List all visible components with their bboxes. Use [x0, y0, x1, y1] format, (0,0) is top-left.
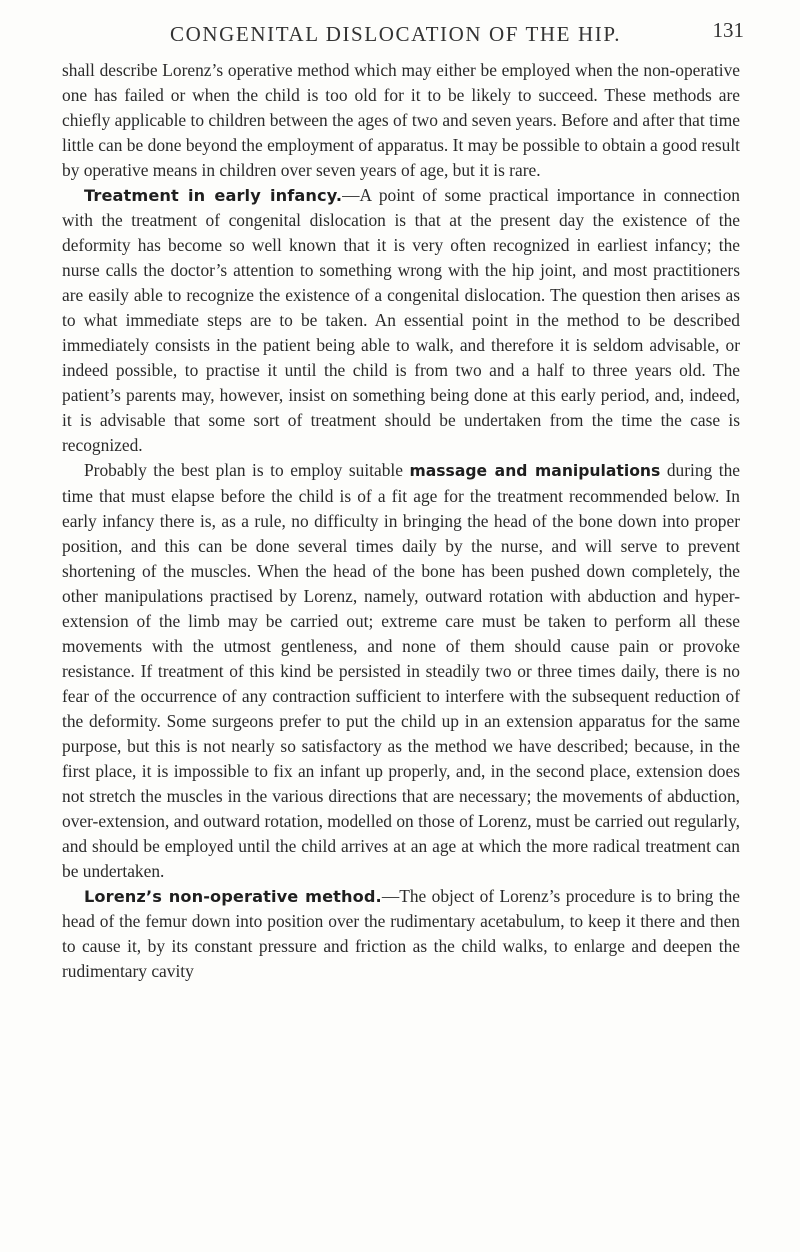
- paragraph-intro-continued: shall describe Lorenz’s operative method which may either be employed when the non-operative one has failed or when the child is too old for it to be likely to succeed. These methods are chiefly applicable to children between the ages of two and seven years. Before and after that time little can be done beyond the employment of apparatus. It may be possible to obtain a good result by operative means in children over seven years of age, but it is rare.: [62, 60, 740, 180]
- side-heading-early-infancy: Treatment in early infancy.: [84, 186, 343, 205]
- paragraph-early-infancy: [62, 183, 740, 458]
- running-head: [62, 12, 744, 58]
- paragraph-massage-before: Probably the best plan is to employ suitable: [84, 460, 410, 480]
- inline-bold-massage: massage and manipulations: [409, 462, 661, 480]
- paragraph-lorenz-method: [62, 884, 740, 984]
- page-number: 131: [712, 18, 744, 42]
- running-title: CONGENITAL DISLOCATION OF THE HIP.: [170, 22, 622, 46]
- paragraph-massage-after: during the time that must elapse before the child is of a fit age for the treatment recommended below. In early infancy there is, as a rule, no difficulty in bringing the head of the bone down into proper position, and this can be done several times daily by the nurse, and will serve to prevent shortening of the muscles. When the head of the bone has been pushed down completely, the other manipulations practised by Lorenz, namely, outward rotation with abduction and hyper-extension of the limb may be carried out; extreme care must be taken to perform all these movements with the utmost gentleness, and none of them should cause pain or provoke resistance. If treatment of this kind be persisted in steadily two or three times daily, there is no fear of the occurrence of any contraction sufficient to interfere with the subsequent reduction of the deformity. Some surgeons prefer to put the child up in an extension apparatus for the same purpose, but this is not nearly so satisfactory as the method we have described; because, in the first place, it is impossible to fix an infant up properly, and, in the second place, extension does not stretch the muscles in the various directions that are necessary; the movements of abduction, over-extension, and outward rotation, modelled on those of Lorenz, must be carried out regularly, and should be employed until the child arrives at an age at which the more radical treatment can be undertaken.: [62, 460, 740, 881]
- book-page: [62, 12, 744, 984]
- paragraph-massage: [62, 458, 740, 884]
- body-text: [62, 58, 740, 984]
- side-heading-lorenz-method: Lorenz’s non-operative method.: [84, 887, 382, 906]
- paragraph-early-infancy-text: —A point of some practical importance in connection with the treatment of congenital dislocation is that at the present day the existence of the deformity has become so well known that it is very often recognized in earliest infancy; the nurse calls the doctor’s attention to something wrong with the hip joint, and most practitioners are easily able to recognize the existence of a congenital dislocation. The question then arises as to what immediate steps are to be taken. An essential point in the method to be described immediately consists in the patient being able to walk, and therefore it is seldom advisable, or indeed possible, to practise it until the child is from two and a half to three years old. The patient’s parents may, however, insist on something being done at this early period, and, indeed, it is advisable that some sort of treatment should be undertaken from the time the case is recognized.: [62, 185, 740, 455]
- paragraph-lorenz-method-text: —The object of Lorenz’s procedure is to bring the head of the femur down into position over the rudimentary acetabulum, to keep it there and then to cause it, by its constant pressure and friction as the child walks, to enlarge and deepen the rudimentary cavity: [62, 886, 740, 981]
